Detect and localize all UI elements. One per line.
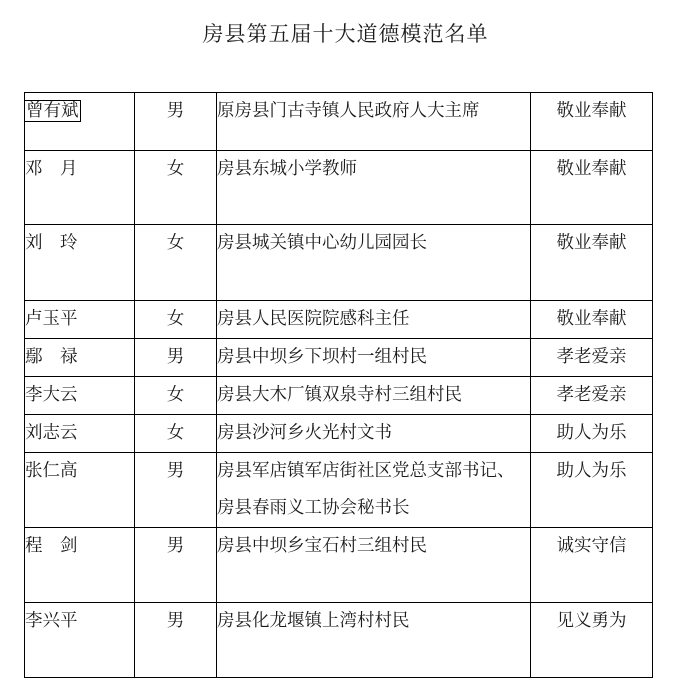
- position-cell: 房县中坝乡下坝村一组村民: [217, 339, 531, 377]
- honoree-table: [24, 92, 653, 678]
- position-cell: 原房县门古寺镇人民政府人大主席: [217, 93, 531, 151]
- position-cell: 房县中坝乡宝石村三组村民: [217, 528, 531, 603]
- page-title: 房县第五届十大道德模范名单: [202, 22, 489, 46]
- category-cell: 敬业奉献: [531, 93, 653, 151]
- position-cell: 房县人民医院院感科主任: [217, 301, 531, 339]
- table-row: [25, 453, 653, 528]
- sex-cell: 女: [135, 415, 217, 453]
- sex-cell: 女: [135, 377, 217, 415]
- category-cell: 敬业奉献: [531, 225, 653, 301]
- table-row: [25, 377, 653, 415]
- table-row: [25, 339, 653, 377]
- table-row: [25, 415, 653, 453]
- name-cell: 张仁高: [25, 453, 135, 528]
- position-cell: 房县化龙堰镇上湾村村民: [217, 603, 531, 678]
- name-cell: 李兴平: [25, 603, 135, 678]
- name-cell: 程 剑: [25, 528, 135, 603]
- category-cell: 助人为乐: [531, 415, 653, 453]
- category-cell: 见义勇为: [531, 603, 653, 678]
- name-cell: 卢玉平: [25, 301, 135, 339]
- position-cell: 房县城关镇中心幼儿园园长: [217, 225, 531, 301]
- name-cell: 刘 玲: [25, 225, 135, 301]
- sex-cell: 男: [135, 603, 217, 678]
- table-row: [25, 301, 653, 339]
- category-cell: 孝老爱亲: [531, 339, 653, 377]
- name-cell: 李大云: [25, 377, 135, 415]
- position-cell: 房县东城小学教师: [217, 151, 531, 225]
- table-row: [25, 528, 653, 603]
- sex-cell: 男: [135, 339, 217, 377]
- sex-cell: 男: [135, 93, 217, 151]
- sex-cell: 女: [135, 151, 217, 225]
- name-cell: 邓 月: [25, 151, 135, 225]
- position-cell: 房县军店镇军店街社区党总支部书记、房县春雨义工协会秘书长: [217, 453, 531, 528]
- table-row: [25, 151, 653, 225]
- name-cell: 鄢 禄: [25, 339, 135, 377]
- position-cell: 房县大木厂镇双泉寺村三组村民: [217, 377, 531, 415]
- table-row: [25, 225, 653, 301]
- category-cell: 敬业奉献: [531, 301, 653, 339]
- name-cell: 刘志云: [25, 415, 135, 453]
- sex-cell: 男: [135, 453, 217, 528]
- category-cell: 孝老爱亲: [531, 377, 653, 415]
- category-cell: 诚实守信: [531, 528, 653, 603]
- category-cell: 敬业奉献: [531, 151, 653, 225]
- sex-cell: 女: [135, 225, 217, 301]
- table-row: [25, 93, 653, 151]
- category-cell: 助人为乐: [531, 453, 653, 528]
- sex-cell: 女: [135, 301, 217, 339]
- name-cell[interactable]: 曾有斌: [26, 101, 79, 121]
- position-cell: 房县沙河乡火光村文书: [217, 415, 531, 453]
- sex-cell: 男: [135, 528, 217, 603]
- table-row: [25, 603, 653, 678]
